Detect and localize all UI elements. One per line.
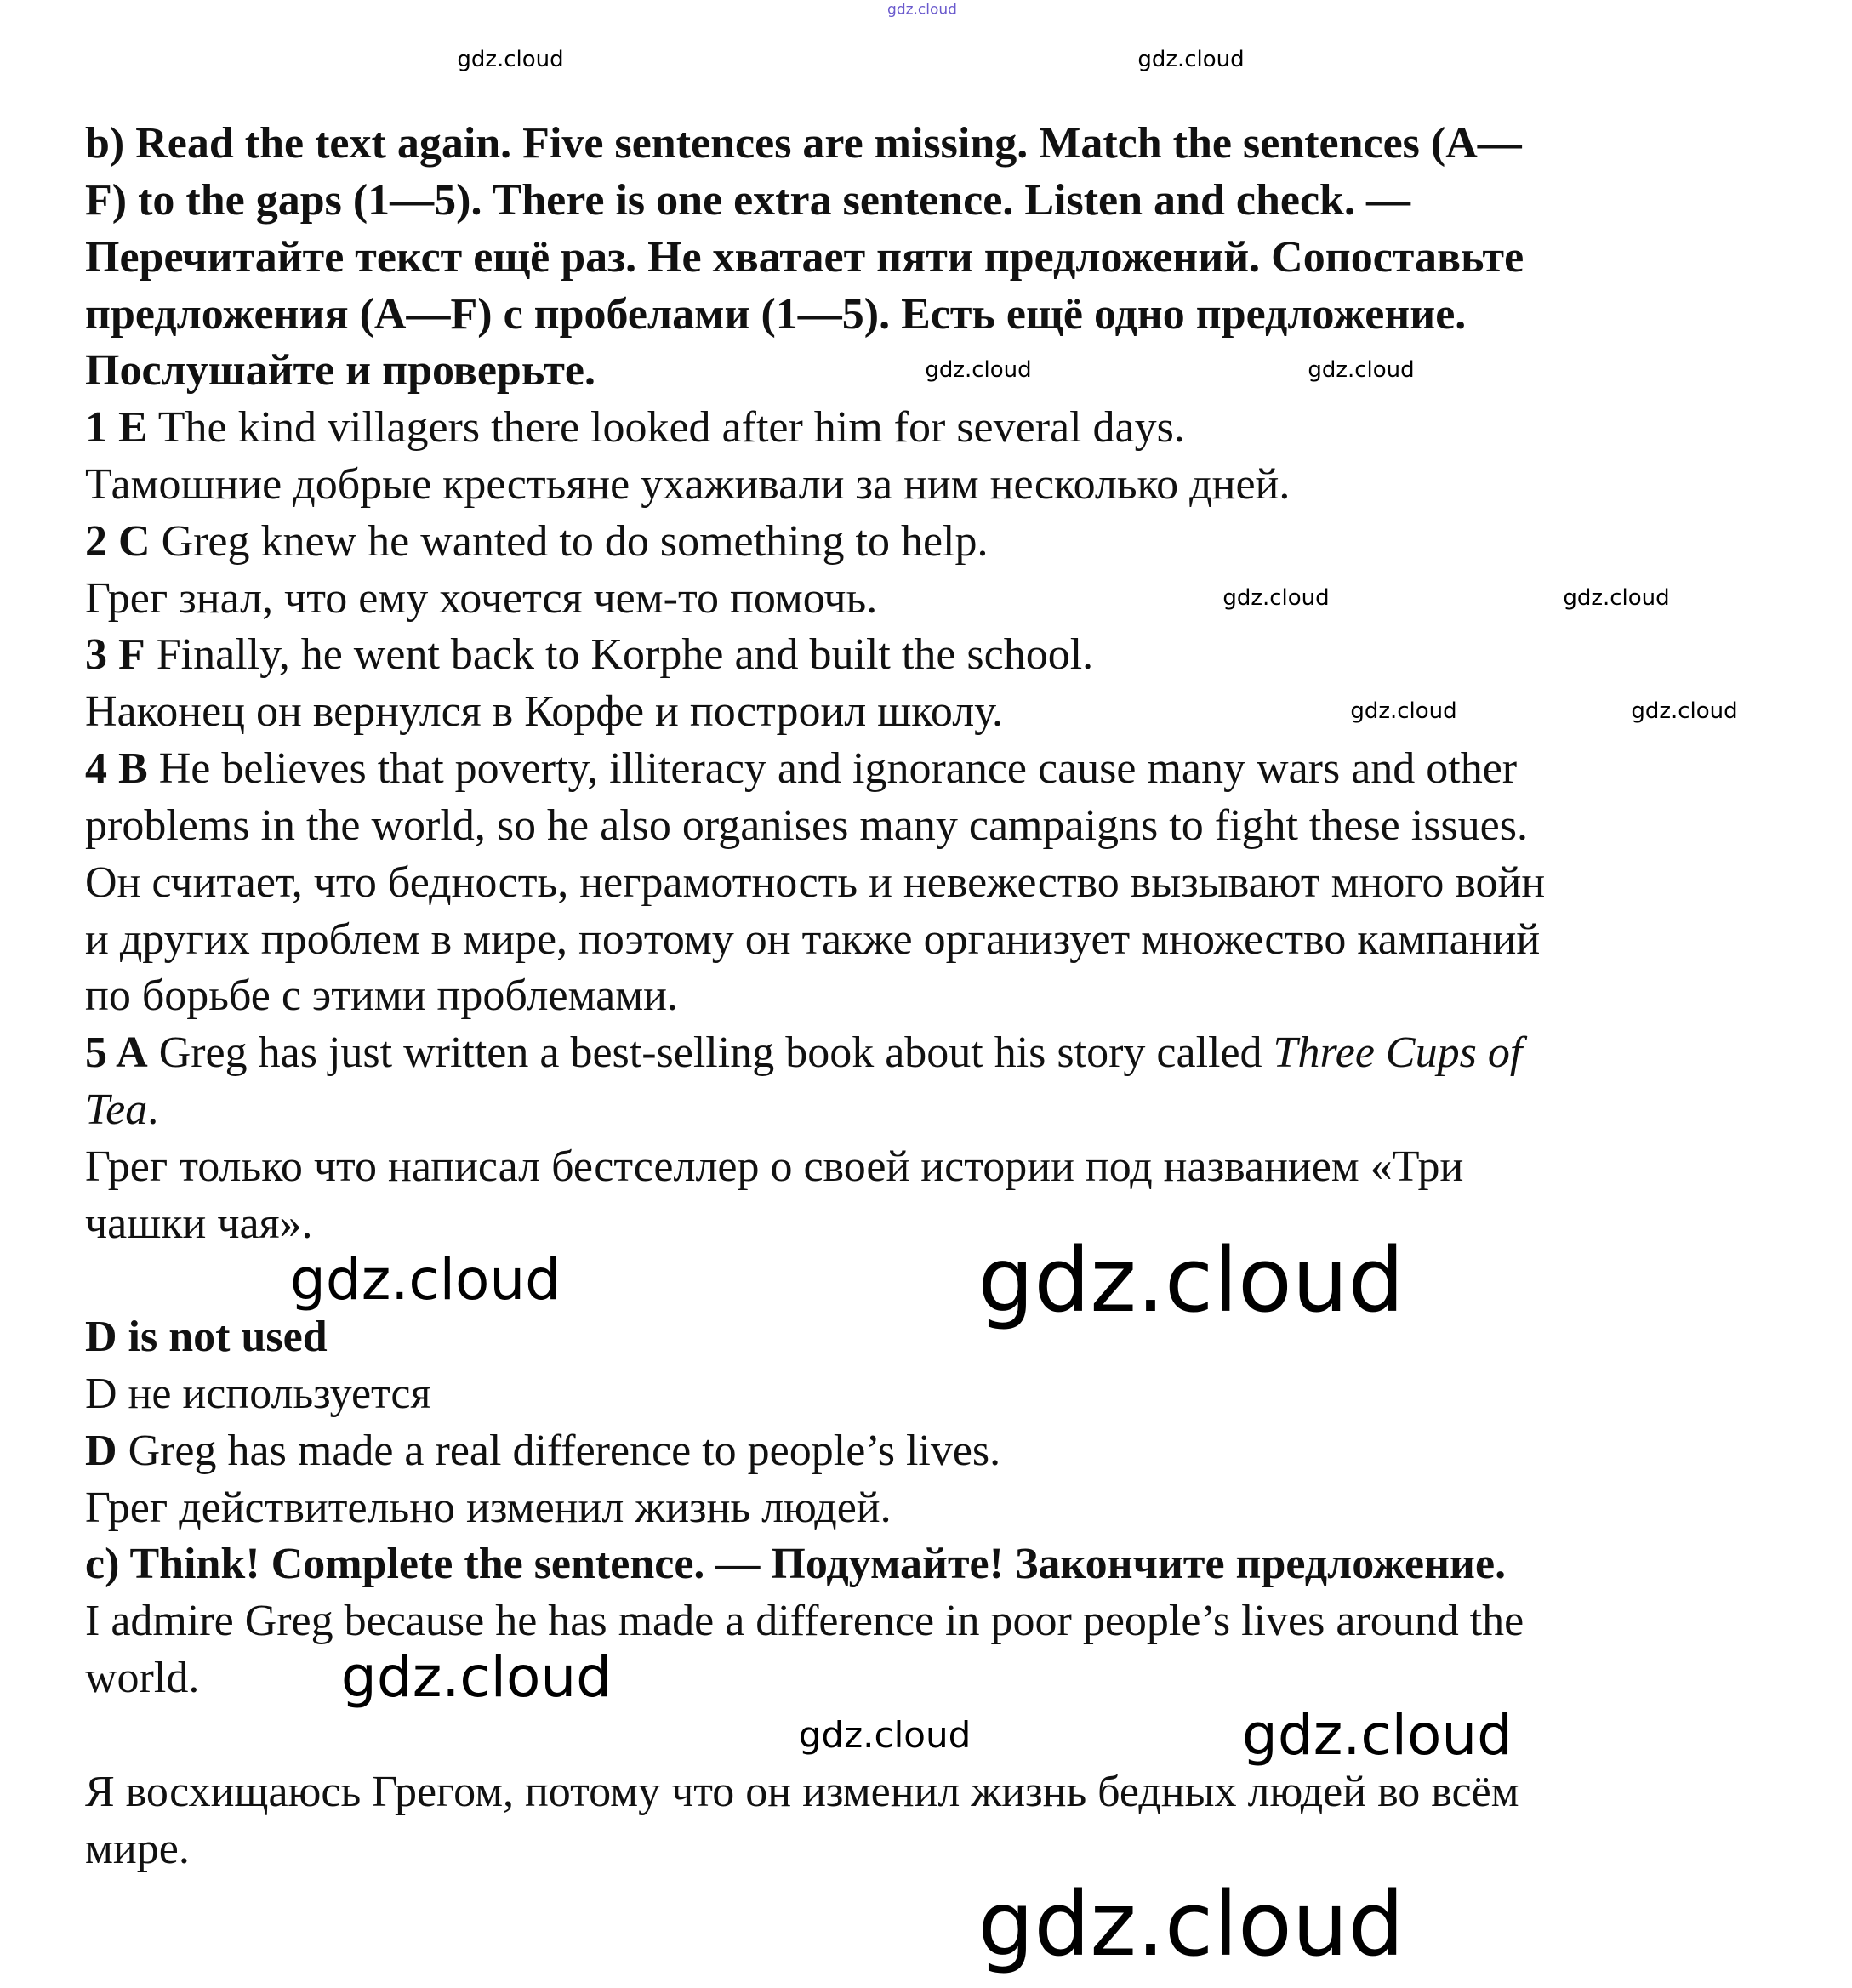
watermark: gdz.cloud xyxy=(1137,47,1245,72)
watermark: gdz.cloud xyxy=(1631,698,1738,724)
answer-text: Greg has made a real difference to people’s lives. xyxy=(117,1427,1001,1475)
translation-4: по борьбе с этими проблемами. xyxy=(85,971,678,1020)
translation-5: чашки чая». xyxy=(85,1199,313,1248)
answer-text: Greg knew he wanted to do something to help. xyxy=(150,517,989,566)
book-title: Three Cups of xyxy=(1273,1028,1523,1077)
answer-text: He believes that poverty, illiteracy and ignorance cause many wars and other xyxy=(147,744,1518,793)
watermark: gdz.cloud xyxy=(289,1247,561,1313)
answer-4-cont: problems in the world, so he also organises many campaigns to fight these issues. xyxy=(85,801,1528,850)
watermark: gdz.cloud xyxy=(1563,585,1670,611)
answer-4 xyxy=(85,740,1517,797)
sentence-d-ru: Грег действительно изменил жизнь людей. xyxy=(85,1484,892,1532)
unused-note-ru: D не используется xyxy=(85,1370,431,1418)
answer-5-cont xyxy=(85,1081,158,1138)
task-b-heading-ru: Перечитайте текст ещё раз. Не хватает пяти предложений. Сопоставьте xyxy=(85,233,1524,282)
answer-key: 1 E xyxy=(85,403,148,452)
task-c-heading: c) Think! Complete the sentence. — Подумайте! Закончите предложение. xyxy=(85,1540,1507,1588)
task-c-answer: world. xyxy=(85,1654,200,1702)
answer-2 xyxy=(85,513,988,570)
answer-5 xyxy=(85,1024,1522,1081)
watermark: gdz.cloud xyxy=(977,1872,1405,1976)
punctuation: . xyxy=(147,1085,159,1134)
answer-text: Greg has just written a best-selling book about his story called xyxy=(147,1028,1274,1077)
watermark: gdz.cloud xyxy=(1350,698,1457,724)
task-b-heading-ru: Послушайте и проверьте. xyxy=(85,346,595,395)
answer-key: 4 B xyxy=(85,744,148,793)
task-b-heading: b) Read the text again. Five sentences are missing. Match the sentences (A— xyxy=(85,119,1522,168)
answer-key: 3 F xyxy=(85,630,145,679)
answer-text: Finally, he went back to Korphe and built the school. xyxy=(145,630,1094,679)
translation-2: Грег знал, что ему хочется чем-то помочь. xyxy=(85,574,878,623)
translation-4: и других проблем в мире, поэтому он также организует множество кампаний xyxy=(85,915,1541,964)
watermark: gdz.cloud xyxy=(925,357,1032,383)
answer-key: 2 C xyxy=(85,517,151,566)
sentence-d xyxy=(85,1422,1000,1479)
task-c-translation: мире. xyxy=(85,1825,190,1873)
watermark: gdz.cloud xyxy=(1308,357,1415,383)
watermark: gdz.cloud xyxy=(457,47,564,72)
book-title: Tea xyxy=(85,1085,148,1134)
watermark: gdz.cloud xyxy=(1241,1702,1513,1768)
answer-text: The kind villagers there looked after him for several days. xyxy=(147,403,1185,452)
translation-3: Наконец он вернулся в Корфе и построил школу. xyxy=(85,687,1003,736)
task-b-heading: F) to the gaps (1—5). There is one extra sentence. Listen and check. — xyxy=(85,176,1410,225)
unused-note: D is not used xyxy=(85,1313,328,1361)
watermark: gdz.cloud xyxy=(340,1644,613,1710)
watermark: gdz.cloud xyxy=(977,1228,1405,1332)
watermark: gdz.cloud xyxy=(798,1714,972,1756)
task-b-heading-ru: предложения (A—F) с пробелами (1—5). Есть ещё одно предложение. xyxy=(85,290,1467,339)
task-c-answer: I admire Greg because he has made a difference in poor people’s lives around the xyxy=(85,1597,1524,1645)
answer-1 xyxy=(85,399,1185,456)
translation-1: Тамошние добрые крестьяне ухаживали за ним несколько дней. xyxy=(85,460,1291,509)
translation-4: Он считает, что бедность, неграмотность и невежество вызывают много войн xyxy=(85,858,1546,907)
watermark: gdz.cloud xyxy=(887,1,957,19)
answer-3 xyxy=(85,626,1093,683)
watermark: gdz.cloud xyxy=(1222,585,1330,611)
translation-5: Грег только что написал бестселлер о своей истории под названием «Три xyxy=(85,1142,1464,1191)
answer-key: 5 A xyxy=(85,1028,148,1077)
task-c-translation: Я восхищаюсь Грегом, потому что он изменил жизнь бедных людей во всём xyxy=(85,1768,1519,1816)
answer-key: D xyxy=(85,1427,117,1475)
